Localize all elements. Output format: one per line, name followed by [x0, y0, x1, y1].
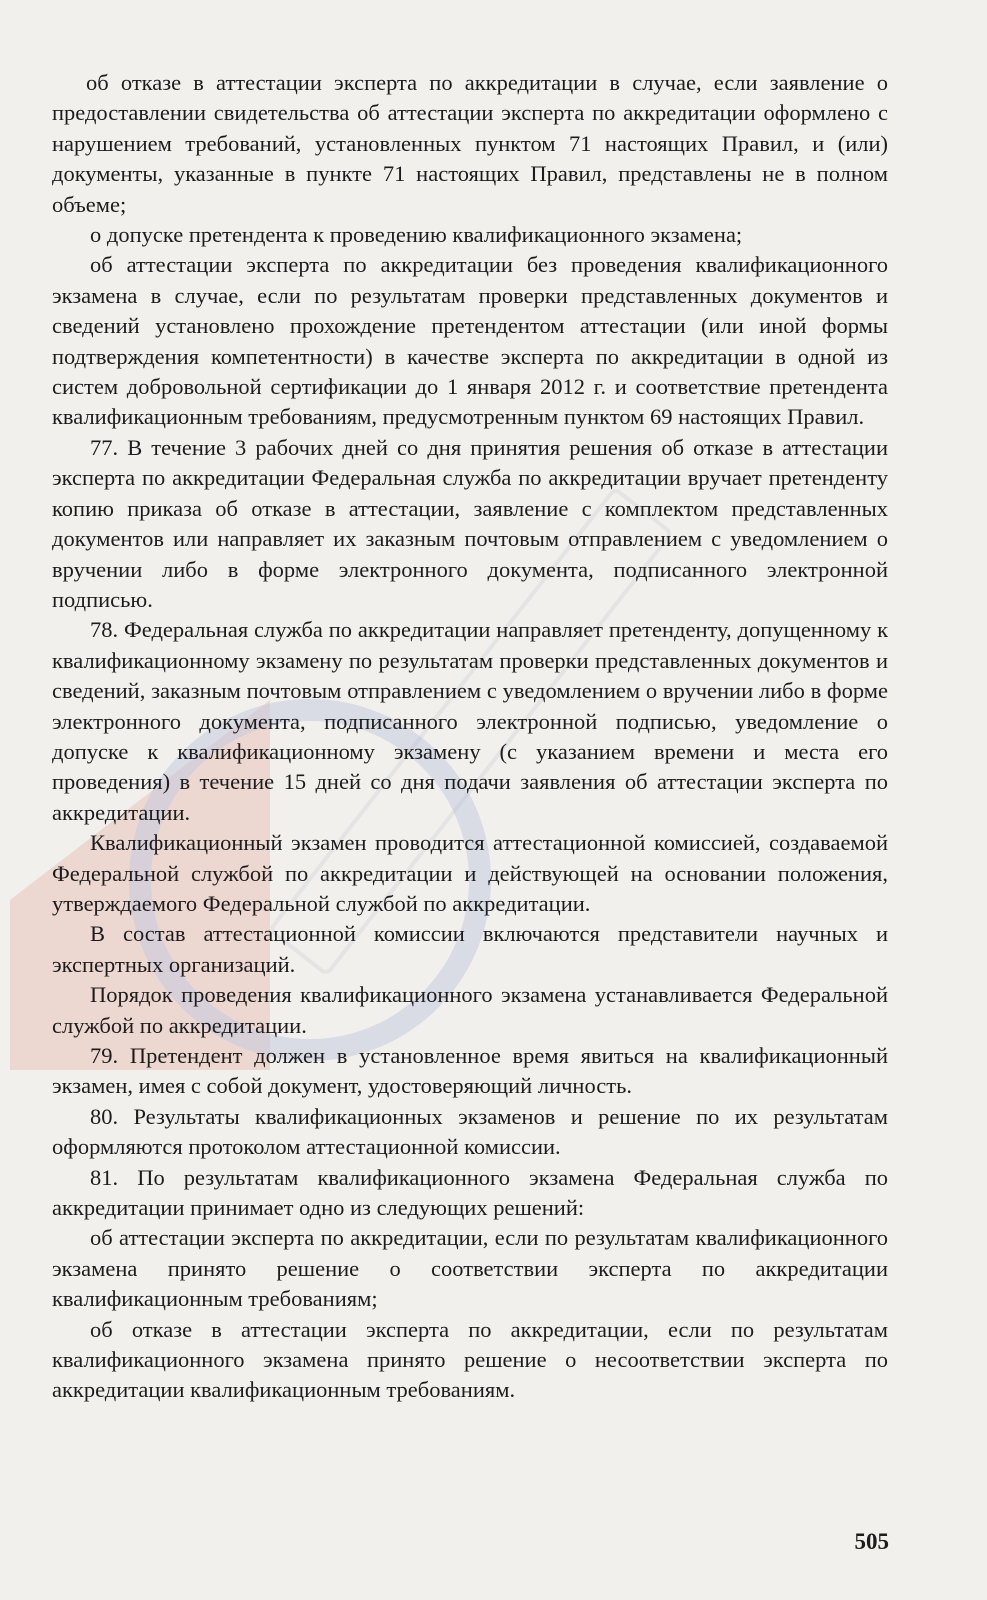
paragraph-78: 78. Федеральная служба по аккредитации направляет претенденту, допущенному к квалификационному экзамену по результатам проверки представленных документов и сведений, заказным почтовым отправлением с уведомлением о вручении либо в форме электронного документа, подписанного электронной подписью, уведомление о допуске к квалификационному экзамену (с указанием времени и места его проведения) в течение 15 дней со дня подачи заявления об аттестации эксперта по аккредитации. [52, 617, 888, 825]
paragraph-77: 77. В течение 3 рабочих дней со дня принятия решения об отказе в аттестации эксперта по аккредитации Федеральная служба по аккредитации вручает претенденту копию приказа об отказе в аттестации, заявление с комплектом представленных документов или направляет их заказным почтовым отправлением с уведомлением о вручении либо в форме электронного документа, подписанного электронной подписью. [52, 434, 888, 612]
paragraph-exam-commission: Квалификационный экзамен проводится аттестационной комиссией, создаваемой Федеральной службой по аккредитации и действующей на основании положения, утверждаемого Федеральной службой по аккредитации. [52, 830, 888, 916]
paragraph-80: 80. Результаты квалификационных экзаменов и решение по их результатам оформляются протоколом аттестационной комиссии. [52, 1103, 888, 1160]
paragraph-refusal-incomplete-docs: об отказе в аттестации эксперта по аккредитации в случае, если заявление о предоставлении свидетельства об аттестации эксперта по аккредитации оформлено с нарушением требований, установленных пунктом 71 настоящих Правил, и (или) документы, указанные в пункте 71 настоящих Правил, представлены не в полном объеме; [52, 70, 888, 217]
paragraph-decision-refusal: об отказе в аттестации эксперта по аккредитации, если по результатам квалификационного экзамена принято решение о несоответствии эксперта по аккредитации квалификационным требованиям. [52, 1316, 888, 1403]
paragraph-attestation-without-exam: об аттестации эксперта по аккредитации без проведения квалификационного экзамена в случае, если по результатам проверки представленных документов и сведений установлено прохождение претендентом аттестации (или иной формы подтверждения компетентности) в качестве эксперта по аккредитации в одной из систем добровольной сертификации до 1 января 2012 г. и соответствие претендента квалификационным требованиям, предусмотренным пунктом 69 настоящих Правил. [52, 252, 888, 430]
paragraph-79: 79. Претендент должен в установленное время явиться на квалификационный экзамен, имея с собой документ, удостоверяющий личность. [52, 1043, 888, 1099]
paragraph-admission-exam: о допуске претендента к проведению квалификационного экзамена; [90, 222, 743, 248]
paragraph-81: 81. По результатам квалификационного экзамена Федеральная служба по аккредитации принимает одно из следующих решений: [52, 1164, 888, 1221]
paragraph-commission-composition: В состав аттестационной комиссии включаются представители научных и экспертных организаций. [52, 921, 888, 977]
page-number: 505 [854, 1529, 889, 1554]
page-body-text [52, 68, 888, 1406]
paragraph-exam-procedure: Порядок проведения квалификационного экзамена устанавливается Федеральной службой по аккредитации. [52, 982, 888, 1038]
paragraph-decision-attestation: об аттестации эксперта по аккредитации, если по результатам квалификационного экзамена принято решение о соответствии эксперта по аккредитации квалификационным требованиям; [52, 1225, 888, 1312]
